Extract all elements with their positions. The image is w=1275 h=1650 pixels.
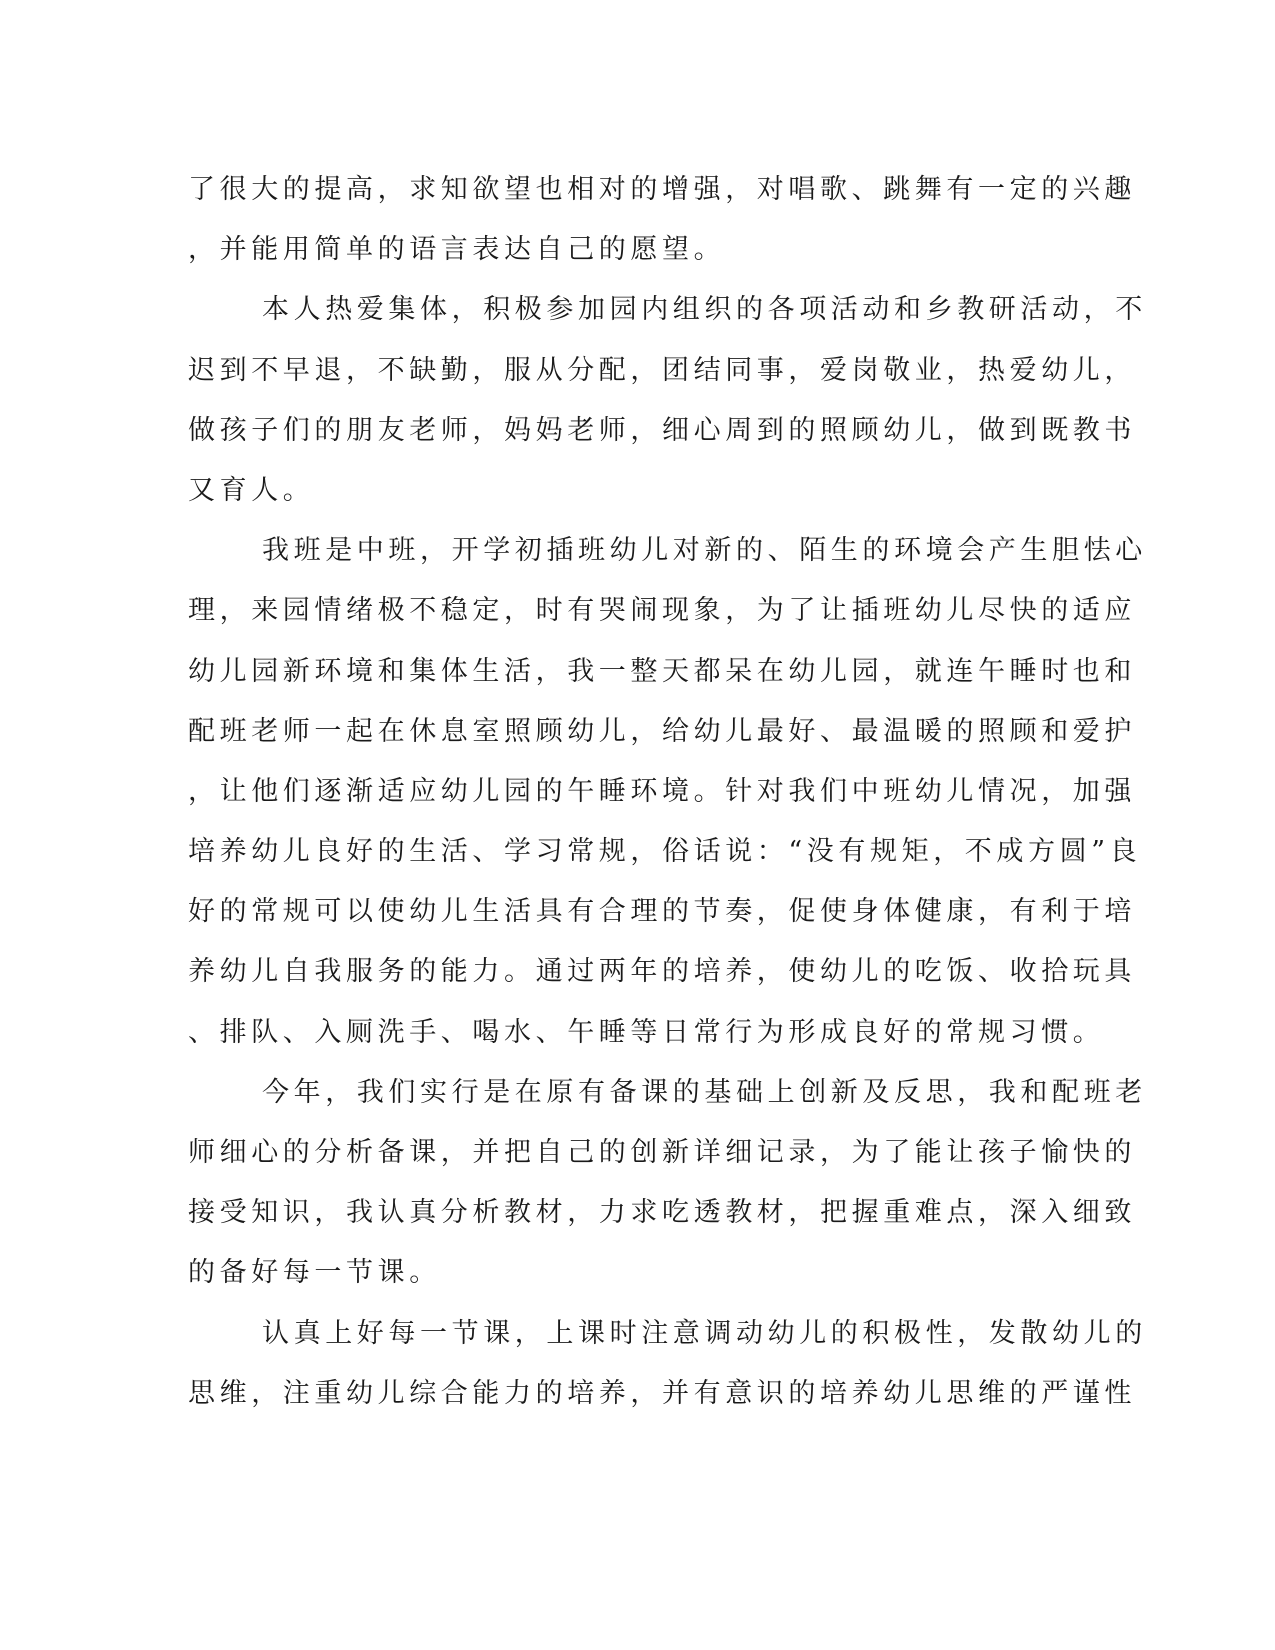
- text-line: 又育人。: [188, 474, 315, 506]
- text-line: 理，来园情绪极不稳定，时有哭闹现象，为了让插班幼儿尽快的适应: [188, 595, 1136, 627]
- text-line: 的备好每一节课。: [188, 1257, 441, 1289]
- document-body: [188, 160, 1147, 1424]
- text-line: 配班老师一起在休息室照顾幼儿，给幼儿最好、最温暖的照顾和爱护: [188, 715, 1136, 747]
- text-line: ，让他们逐渐适应幼儿园的午睡环境。针对我们中班幼儿情况，加强: [188, 775, 1136, 807]
- text-line: 做孩子们的朋友老师，妈妈老师，细心周到的照顾幼儿，做到既教书: [188, 414, 1136, 446]
- paragraph-first-line: 本人热爱集体，积极参加园内组织的各项活动和乡教研活动，不: [262, 294, 1147, 326]
- text-line: 好的常规可以使幼儿生活具有合理的节奏，促使身体健康，有利于培: [188, 896, 1136, 928]
- paragraph-first-line: 我班是中班，开学初插班幼儿对新的、陌生的环境会产生胆怯心: [262, 535, 1147, 567]
- text-line: 养幼儿自我服务的能力。通过两年的培养，使幼儿的吃饭、收拾玩具: [188, 956, 1136, 988]
- text-line: 师细心的分析备课，并把自己的创新详细记录，为了能让孩子愉快的: [188, 1137, 1136, 1168]
- text-line: 、排队、入厕洗手、喝水、午睡等日常行为形成良好的常规习惯。: [188, 1016, 1105, 1048]
- text-line: 培养幼儿良好的生活、学习常规，俗话说：“没有规矩，不成方圆”良: [188, 836, 1142, 868]
- text-line: 接受知识，我认真分析教材，力求吃透教材，把握重难点，深入细致: [188, 1197, 1136, 1229]
- text-line: 了很大的提高，求知欲望也相对的增强，对唱歌、跳舞有一定的兴趣: [188, 174, 1136, 205]
- text-line: 幼儿园新环境和集体生活，我一整天都呆在幼儿园，就连午睡时也和: [188, 655, 1136, 687]
- paragraph-first-line: 认真上好每一节课，上课时注意调动幼儿的积极性，发散幼儿的: [262, 1317, 1147, 1349]
- text-line: ，并能用简单的语言表达自己的愿望。: [188, 234, 726, 266]
- text-line: 思维，注重幼儿综合能力的培养，并有意识的培养幼儿思维的严谨性: [188, 1377, 1136, 1409]
- paragraph-first-line: 今年，我们实行是在原有备课的基础上创新及反思，我和配班老: [262, 1076, 1147, 1108]
- text-line: 迟到不早退，不缺勤，服从分配，团结同事，爱岗敬业，热爱幼儿，: [188, 354, 1136, 386]
